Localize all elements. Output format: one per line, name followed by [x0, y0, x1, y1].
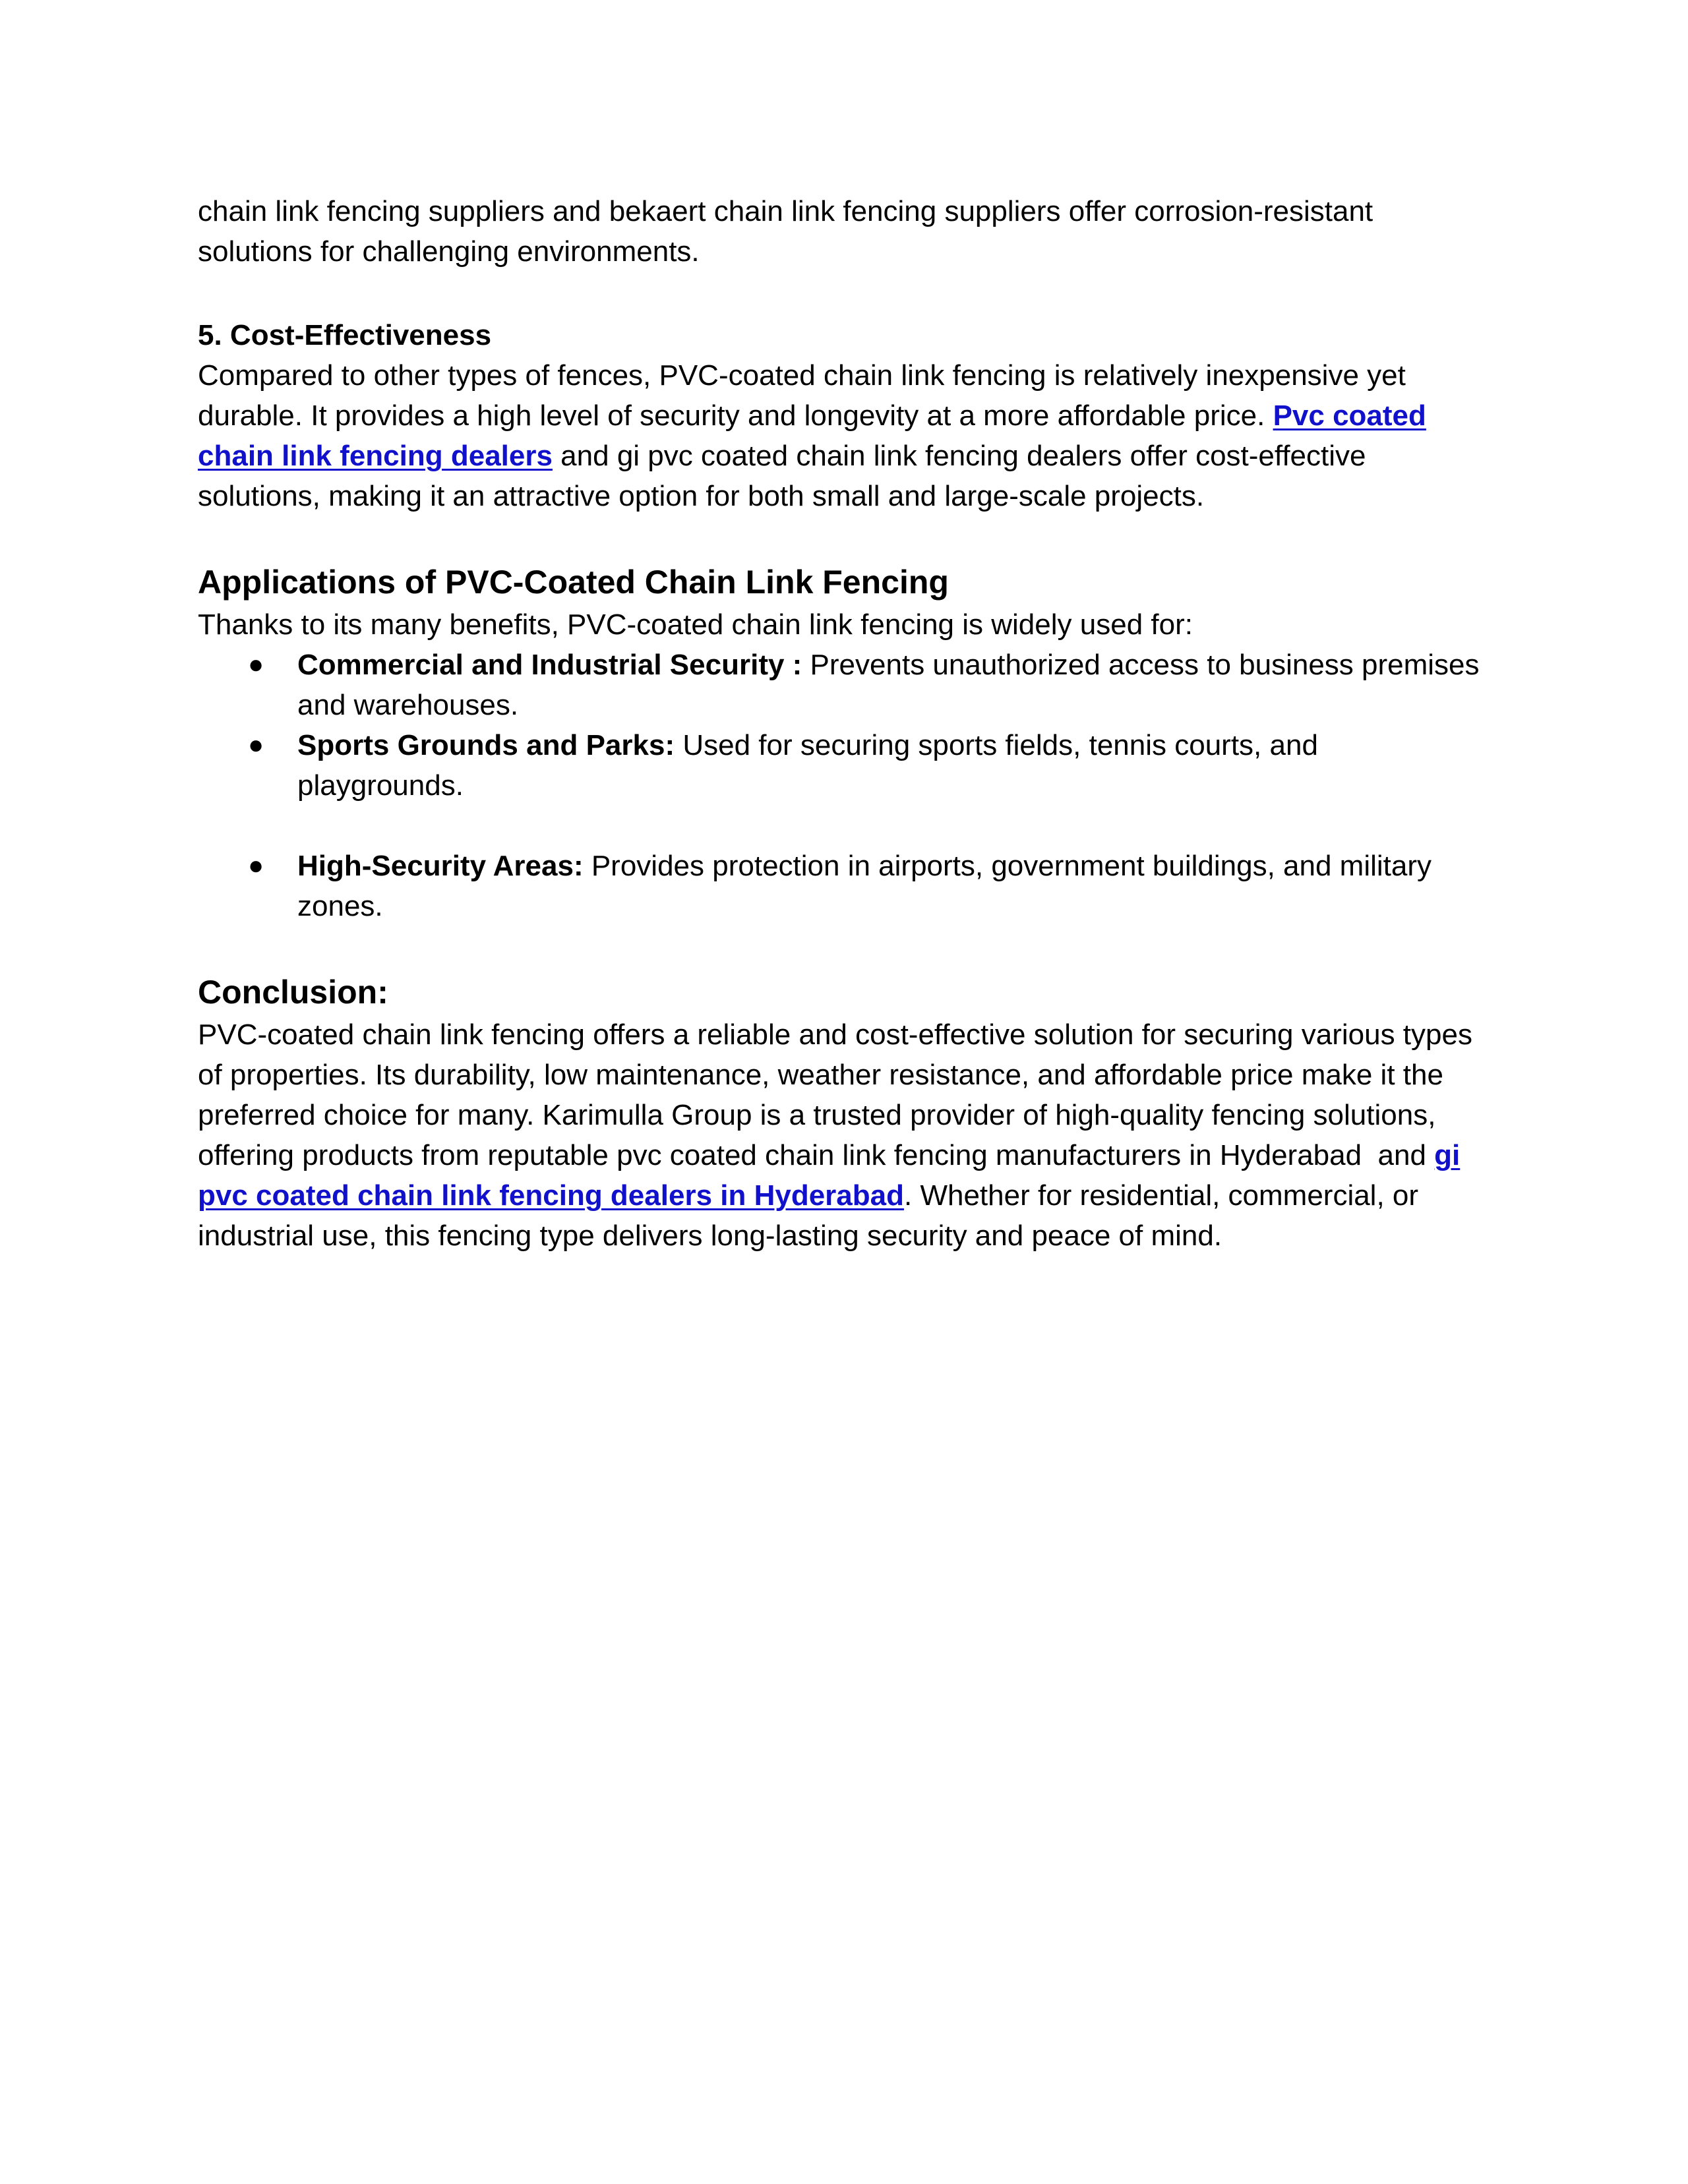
document-page [198, 191, 1490, 1256]
list-item [198, 725, 1490, 806]
list-item-title: High-Security Areas: [297, 850, 584, 882]
spacer [198, 926, 1490, 970]
applications-list [198, 645, 1490, 926]
conclusion-text-after: . Whether for residential, commercial, or industrial use, this fencing type delivers long-lasting security and peace of mind. [198, 1179, 1419, 1252]
spacer [198, 516, 1490, 560]
cost-text-after: and gi pvc coated chain link fencing dealers offer cost-effective solutions, making it an attractive option for both small and large-scale projects. [198, 440, 1366, 512]
cost-text-before: Compared to other types of fences, PVC-coated chain link fencing is relatively inexpensive yet durable. It provides a high level of security and longevity at a more affordable price. [198, 359, 1406, 432]
cost-effectiveness-heading: 5. Cost-Effectiveness [198, 319, 492, 351]
pvc-dealers-link[interactable]: Pvc coated chain link fencing dealers [198, 399, 1426, 472]
gi-pvc-dealers-hyderabad-link[interactable]: gi pvc coated chain link fencing dealers in Hyderabad [198, 1139, 1461, 1212]
list-item-text: Provides protection in airports, government buildings, and military zones. [297, 850, 1432, 922]
list-item [198, 846, 1490, 926]
list-item [198, 645, 1490, 725]
conclusion-paragraph [198, 1015, 1490, 1256]
list-spacer [198, 806, 1490, 846]
intro-paragraph: chain link fencing suppliers and bekaert chain link fencing suppliers offer corrosion-resistant solutions for challenging environments. [198, 195, 1373, 268]
list-item-text: Prevents unauthorized access to business premises and warehouses. [297, 649, 1480, 721]
cost-effectiveness-paragraph [198, 355, 1490, 516]
spacer [198, 272, 1490, 315]
applications-heading: Applications of PVC-Coated Chain Link Fencing [198, 564, 949, 601]
bullet-icon: ● [248, 730, 264, 759]
conclusion-text-before: PVC-coated chain link fencing offers a reliable and cost-effective solution for securing various types of properties. Its durability, low maintenance, weather resistance, and affordable price make it the preferred choice for many. Karimulla Group is a trusted provider of high-quality fencing solutions, offering products from reputable pvc coated chain link fencing manufacturers in Hyderabad and [198, 1018, 1481, 1171]
list-item-text: Used for securing sports fields, tennis courts, and playgrounds. [297, 729, 1318, 802]
list-item-title: Sports Grounds and Parks: [297, 729, 675, 761]
bullet-icon: ● [248, 851, 264, 880]
list-item-title: Commercial and Industrial Security : [297, 649, 802, 681]
bullet-icon: ● [248, 650, 264, 679]
applications-intro: Thanks to its many benefits, PVC-coated chain link fencing is widely used for: [198, 608, 1193, 641]
conclusion-heading: Conclusion: [198, 974, 388, 1011]
